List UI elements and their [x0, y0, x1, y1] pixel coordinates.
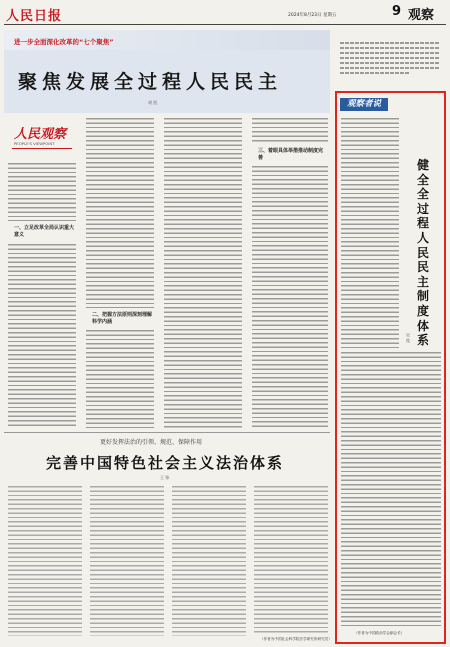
second-article-byline: 王 锋 [160, 475, 170, 480]
page-number: 9 [392, 4, 402, 19]
text-line [340, 62, 440, 64]
article-text-column [86, 330, 154, 429]
text-line [340, 67, 440, 69]
text-line [340, 57, 440, 59]
column-logo-tagline: PEOPLE'S VIEWPOINT [14, 141, 55, 146]
lead-article-byline: 胡 凯 [148, 100, 158, 105]
article-text-column [172, 486, 246, 636]
article-text-column [90, 486, 164, 636]
article-text-column [86, 118, 154, 308]
commentary-text-column [341, 352, 441, 628]
article-text-column [254, 486, 328, 634]
article-text-column [252, 166, 328, 429]
text-line [340, 42, 440, 44]
article-divider [4, 432, 330, 433]
article-text-column [8, 486, 82, 636]
subhead-1: 一、立足改革全局认识重大意义 [14, 225, 75, 238]
text-line [340, 47, 440, 49]
commentary-text-column [341, 118, 399, 348]
commentary-author-note: （作者为中国政治学会副会长） [354, 631, 405, 635]
article-text-column [252, 118, 328, 144]
masthead-logo: 人民日报 [6, 9, 63, 24]
second-article-kicker: 更好发挥法治的引领、规范、保障作用 [100, 439, 203, 446]
lead-article-headline: 聚焦发展全过程人民民主 [18, 71, 283, 93]
subhead-3: 三、着眼具体举措推动制度完善 [258, 148, 324, 161]
text-line [340, 72, 410, 74]
text-line [340, 52, 440, 54]
commentary-author: 吴 俊 [406, 333, 411, 343]
page-section-name: 观察 [408, 8, 435, 23]
issue-date: 2024年8月23日 星期五 [288, 13, 337, 18]
second-article-author-note: （作者为中国社会科学院法学研究所研究员） [260, 637, 332, 641]
subhead-2: 二、把握方法原则深刻理解科学内涵 [92, 312, 153, 325]
masthead-divider [4, 24, 446, 25]
commentary-headline: 健全全过程人民民主制度体系 [417, 158, 430, 348]
article-text-column [8, 163, 76, 221]
commentary-tag: 观察者说 [340, 98, 388, 111]
column-logo-rule [12, 148, 72, 149]
lead-article-kicker: 进一步全面深化改革的“七个聚焦” [14, 38, 114, 46]
article-text-column [164, 118, 242, 429]
second-article-headline: 完善中国特色社会主义法治体系 [46, 454, 285, 472]
article-text-column [8, 244, 76, 429]
column-logo: 人民观察 [14, 127, 67, 142]
